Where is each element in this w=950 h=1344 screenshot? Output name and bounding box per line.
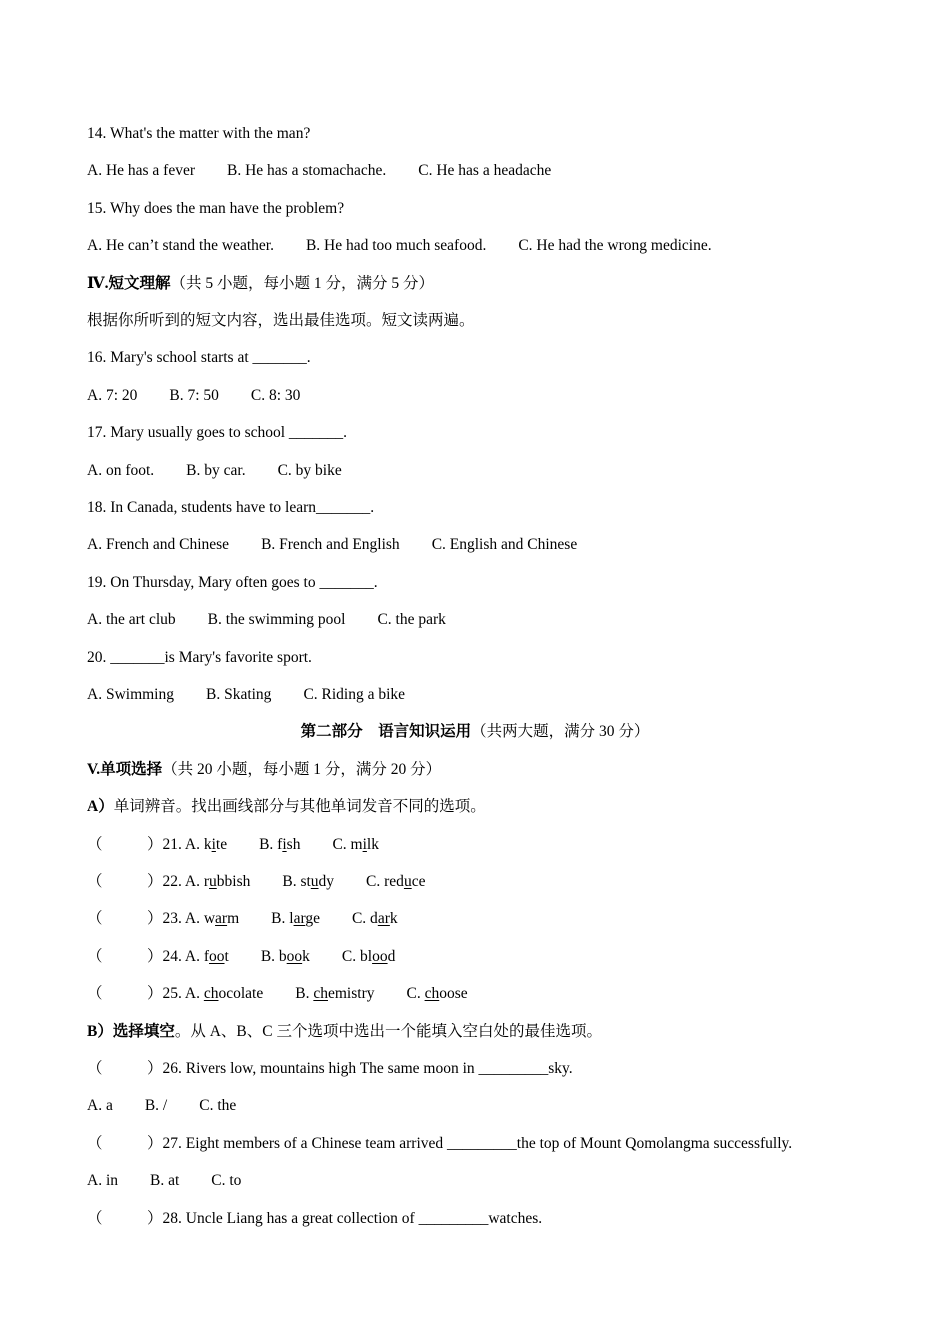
section-note: （共 5 小题，每小题 1 分，满分 5 分） [170,275,434,292]
phonics-option [204,984,263,1004]
question-number: ）21. A. [147,836,204,853]
answer-paren: （ [87,948,103,965]
line-center [0,722,950,742]
section-heading: A） [87,798,114,815]
section-note: （共两大题，满分 30 分） [471,723,650,740]
question-text: 16. Mary's school starts at _______. [87,349,311,366]
line-opts [87,461,342,481]
question-text: 14. What's the matter with the man? [87,125,311,142]
option-text: A. the art club [87,611,176,628]
question-number: ）22. A. [147,873,204,890]
word-prefix: C. bl [341,948,373,965]
option-text: A. French and Chinese [87,536,230,553]
word-suffix: k [389,910,398,927]
word-prefix: r [203,873,210,890]
question-text: 根据你所听到的短文内容，选出最佳选项。短文读两遍。 [87,312,475,329]
option-text: B. He has a stomachache. [227,162,387,179]
option-text: A. on foot. [87,462,155,479]
underlined-letters: oo [286,948,303,965]
underlined-letters: i [211,836,216,853]
answer-paren: （ [87,836,103,853]
underlined-letters: ch [424,985,440,1002]
answer-paren: （ [87,985,103,1002]
line-phon [87,947,395,967]
option-text: C. English and Chinese [431,536,578,553]
underlined-letters: u [209,873,217,890]
underlined-letters: ar [293,910,306,927]
word-prefix: C. red [366,873,404,890]
line-opts [87,1096,236,1116]
question-number: ）25. A. [147,985,204,1002]
option-text: A. 7: 20 [87,387,138,404]
underlined-letters: ch [313,985,328,1002]
option-text: C. by bike [277,462,342,479]
line-section [87,797,486,817]
section-note: （共 20 小题，每小题 1 分，满分 20 分） [162,761,442,778]
word-suffix: ge [305,910,320,927]
line-paren [87,1209,542,1229]
word-prefix: B. l [271,910,294,927]
underlined-letters: ar [215,910,228,927]
word-prefix: C. m [332,836,363,853]
option-text: C. the [199,1097,237,1114]
option-text: B. / [144,1097,168,1114]
question-text: 15. Why does the man have the problem? [87,200,345,217]
option-text: B. He had too much seafood. [305,237,487,254]
underlined-letters: i [282,836,287,853]
word-suffix: te [215,836,228,853]
answer-paren: （ [87,1060,103,1077]
section-heading: Ⅳ.短文理解 [87,275,171,292]
phonics-option [204,835,227,855]
question-text: ）26. Rivers low, mountains high The same moon in _________sky. [147,1060,573,1077]
phonics-option [366,872,425,892]
option-text: C. to [211,1172,242,1189]
word-suffix: d [387,948,396,965]
underlined-letters: ar [377,910,390,927]
line-section [87,274,434,294]
word-suffix: ce [411,873,426,890]
phonics-option [406,984,467,1004]
section-heading: 第二部分 语言知识运用 [300,723,472,740]
word-suffix: t [224,948,229,965]
line-phon [87,872,425,892]
word-suffix: oose [439,985,468,1002]
line-section [87,1022,602,1042]
option-text: C. Riding a bike [303,686,406,703]
line-q [87,423,347,443]
line-section [87,760,441,780]
phonics-option [259,835,300,855]
phonics-option [204,947,229,967]
line-opts [87,610,446,630]
word-prefix: f [203,948,210,965]
line-opts [87,161,551,181]
word-prefix: B. f [259,836,283,853]
line-opts [87,236,712,256]
line-q [87,199,344,219]
line-phon [87,909,398,929]
word-prefix: B. st [282,873,311,890]
question-text: 20. _______is Mary's favorite sport. [87,649,312,666]
section-heading: B）选择填空 [87,1023,175,1040]
word-suffix: lk [366,836,379,853]
word-prefix: w [203,910,216,927]
line-paren [87,1059,573,1079]
line-q [87,311,475,331]
phonics-option [204,909,239,929]
option-text: B. Skating [205,686,272,703]
question-number: ）24. A. [147,948,204,965]
line-phon [87,835,379,855]
answer-paren: （ [87,910,103,927]
option-text: C. 8: 30 [250,387,301,404]
word-suffix: m [227,910,240,927]
question-text: ）27. Eight members of a Chinese team arrived _________the top of Mount Qomolangma successfully. [147,1135,793,1152]
word-suffix: bbish [216,873,251,890]
answer-paren: （ [87,1135,103,1152]
phonics-option [342,947,395,967]
line-opts [87,386,300,406]
word-suffix: sh [286,836,301,853]
phonics-option [295,984,374,1004]
phonics-option [282,872,334,892]
option-text: A. Swimming [87,686,174,703]
underlined-letters: u [403,873,412,890]
option-text: A. in [87,1172,118,1189]
line-opts [87,535,577,555]
underlined-letters: i [362,836,367,853]
option-text: A. He has a fever [87,162,196,179]
underlined-letters: oo [372,948,388,965]
option-text: A. a [87,1097,113,1114]
phonics-option [352,909,398,929]
section-note: 。从 A、B、C 三个选项中选出一个能填入空白处的最佳选项。 [174,1023,602,1040]
word-prefix: C. [406,985,425,1002]
question-text: 19. On Thursday, Mary often goes to _______. [87,574,378,591]
answer-paren: （ [87,1210,103,1227]
option-text: B. French and English [261,536,400,553]
word-suffix: k [302,948,310,965]
phonics-option [332,835,379,855]
option-text: C. He has a headache [418,162,552,179]
line-paren [87,1134,792,1154]
option-text: B. the swimming pool [207,611,346,628]
word-suffix: dy [318,873,335,890]
option-text: B. at [150,1172,180,1189]
section-note: 单词辨音。找出画线部分与其他单词发音不同的选项。 [113,798,486,815]
phonics-option [204,872,251,892]
line-q [87,648,312,668]
section-heading: V.单项选择 [87,761,163,778]
phonics-option [261,947,310,967]
word-prefix: C. d [351,910,378,927]
line-q [87,573,378,593]
word-prefix: B. b [260,948,287,965]
option-text: B. by car. [186,462,246,479]
word-prefix: B. [295,985,314,1002]
word-prefix: k [203,836,212,853]
underlined-letters: ch [203,985,219,1002]
underlined-letters: u [310,873,319,890]
question-text: 17. Mary usually goes to school _______. [87,424,348,441]
underlined-letters: oo [209,948,225,965]
question-text: 18. In Canada, students have to learn_______. [87,499,375,516]
phonics-option [271,909,320,929]
question-number: ）23. A. [147,910,204,927]
option-text: C. He had the wrong medicine. [518,237,712,254]
line-q [87,348,311,368]
line-opts [87,685,405,705]
line-q [87,498,374,518]
word-suffix: emistry [327,985,375,1002]
option-text: C. the park [377,611,446,628]
line-phon [87,984,468,1004]
word-suffix: ocolate [218,985,264,1002]
line-opts [87,1171,241,1191]
line-q [87,124,310,144]
option-text: B. 7: 50 [169,387,219,404]
answer-paren: （ [87,873,103,890]
question-text: ）28. Uncle Liang has a great collection of _________watches. [147,1210,543,1227]
option-text: A. He can’t stand the weather. [87,237,274,254]
